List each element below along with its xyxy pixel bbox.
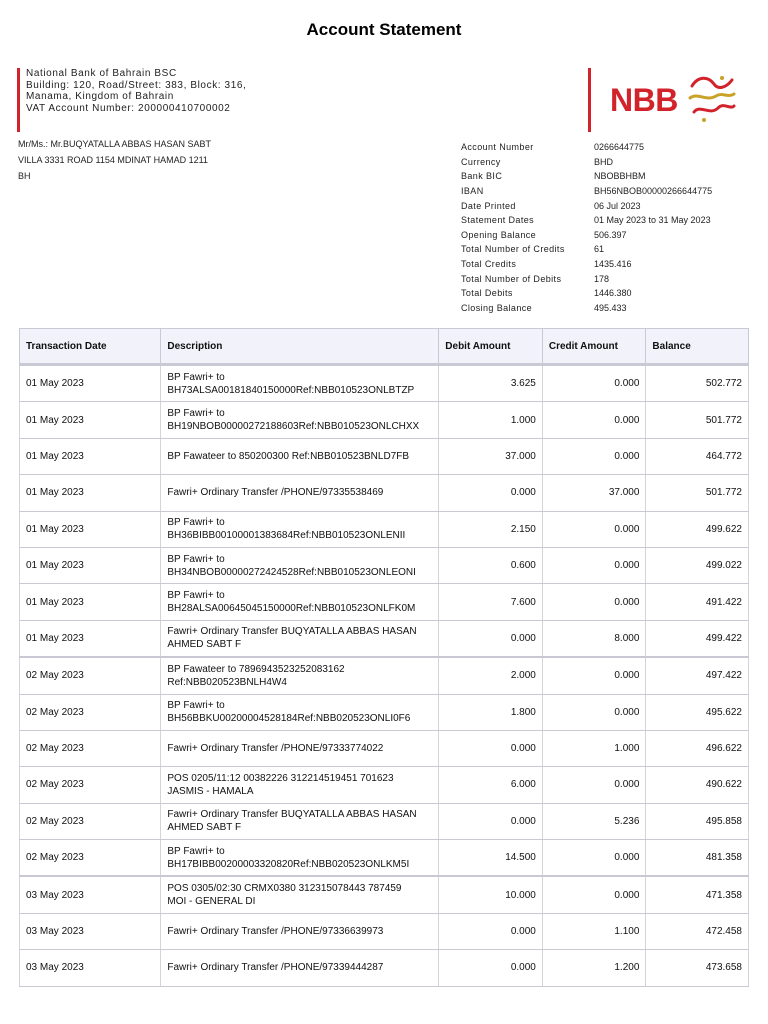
- cell-debit: 7.600: [439, 584, 543, 620]
- summary-row: [461, 213, 754, 228]
- cell-balance: 473.658: [646, 950, 749, 986]
- cell-credit: 5.236: [542, 803, 646, 839]
- summary-label: Account Number: [461, 142, 534, 153]
- cell-balance: 491.422: [646, 584, 749, 620]
- description-line: Fawri+ Ordinary Transfer BUQYATALLA ABBAS HASAN: [167, 626, 417, 638]
- column-header-balance: Balance: [646, 329, 749, 365]
- description-line: BH19NBOB00000272188603Ref:NBB010523ONLCHXX: [167, 421, 420, 433]
- cell-description: [161, 730, 439, 766]
- summary-row: [461, 184, 754, 199]
- cell-description: [161, 402, 439, 438]
- cell-credit: 0.000: [542, 876, 646, 913]
- summary-label: IBAN: [461, 186, 484, 197]
- cell-description: [161, 803, 439, 839]
- cell-description: [161, 694, 439, 730]
- cell-date: 03 May 2023: [20, 913, 161, 949]
- bank-vat-number: VAT Account Number: 200000410700002: [26, 102, 231, 114]
- cell-description: [161, 767, 439, 803]
- bank-address-block: [17, 68, 246, 132]
- summary-value: 178: [594, 273, 610, 284]
- summary-value: 61: [594, 244, 605, 255]
- description-line: BP Fawri+ to: [167, 408, 225, 420]
- table-row: [20, 840, 749, 877]
- summary-row: [461, 169, 754, 184]
- customer-country: BH: [18, 171, 31, 181]
- table-row: [20, 803, 749, 839]
- cell-date: 01 May 2023: [20, 438, 161, 474]
- summary-label: Total Debits: [461, 288, 513, 299]
- table-row: [20, 475, 749, 511]
- cell-date: 02 May 2023: [20, 840, 161, 877]
- bank-address-line: Building: 120, Road/Street: 383, Block: 316,: [26, 79, 247, 91]
- summary-label: Total Credits: [461, 259, 517, 270]
- table-row: [20, 620, 749, 657]
- cell-date: 02 May 2023: [20, 694, 161, 730]
- cell-date: 02 May 2023: [20, 803, 161, 839]
- cell-credit: 37.000: [542, 475, 646, 511]
- table-row: [20, 402, 749, 438]
- cell-debit: 37.000: [439, 438, 543, 474]
- cell-balance: 481.358: [646, 840, 749, 877]
- description-line: BP Fawri+ to: [167, 700, 225, 712]
- cell-date: 01 May 2023: [20, 620, 161, 657]
- description-line: AHMED SABT F: [167, 639, 242, 651]
- customer-name: Mr/Ms.: Mr.BUQYATALLA ABBAS HASAN SABT: [18, 139, 212, 149]
- cell-description: [161, 584, 439, 620]
- cell-balance: 499.422: [646, 620, 749, 657]
- cell-credit: 0.000: [542, 438, 646, 474]
- description-line: BP Fawri+ to: [167, 845, 225, 857]
- bank-address-line: Manama, Kingdom of Bahrain: [26, 91, 174, 102]
- column-header-description: Description: [161, 329, 439, 365]
- cell-debit: 14.500: [439, 840, 543, 877]
- cell-date: 01 May 2023: [20, 547, 161, 583]
- table-row: [20, 876, 749, 913]
- logo-accent-bar: [588, 68, 591, 132]
- cell-debit: 0.000: [439, 913, 543, 949]
- cell-balance: 490.622: [646, 767, 749, 803]
- cell-credit: 0.000: [542, 694, 646, 730]
- description-line: BP Fawateer to 850200300 Ref:NBB010523BNLD7FB: [167, 450, 410, 462]
- description-line: BH34NBOB00000272424528Ref:NBB010523ONLEONI: [167, 566, 416, 578]
- summary-value: NBOBBHBM: [594, 171, 646, 182]
- table-row: [20, 365, 749, 402]
- cell-balance: 497.422: [646, 657, 749, 694]
- cell-balance: 495.622: [646, 694, 749, 730]
- summary-label: Bank BIC: [461, 171, 503, 182]
- cell-credit: 0.000: [542, 402, 646, 438]
- description-line: BP Fawateer to 7896943523252083162: [167, 663, 345, 675]
- description-line: BP Fawri+ to: [167, 517, 225, 529]
- summary-row: [461, 242, 754, 257]
- transactions-table: [19, 328, 749, 987]
- cell-description: [161, 876, 439, 913]
- description-line: BH36BIBB00100001383684Ref:NBB010523ONLENII: [167, 530, 406, 542]
- description-line: BH73ALSA00181840150000Ref:NBB010523ONLBTZP: [167, 384, 415, 396]
- description-line: BH28ALSA00645045150000Ref:NBB010523ONLFK0M: [167, 603, 416, 615]
- summary-label: Opening Balance: [461, 229, 537, 240]
- cell-debit: 2.000: [439, 657, 543, 694]
- summary-value: 495.433: [594, 302, 627, 313]
- cell-date: 02 May 2023: [20, 767, 161, 803]
- description-line: MOI - GENERAL DI: [167, 896, 256, 908]
- cell-balance: 502.772: [646, 365, 749, 402]
- summary-value: BHD: [594, 156, 614, 167]
- table-row: [20, 547, 749, 583]
- cell-date: 01 May 2023: [20, 511, 161, 547]
- cell-date: 02 May 2023: [20, 657, 161, 694]
- summary-row: [461, 228, 754, 243]
- table-row: [20, 913, 749, 949]
- cell-credit: 0.000: [542, 767, 646, 803]
- summary-value: 506.397: [594, 229, 627, 240]
- summary-row: [461, 286, 754, 301]
- description-line: Ref:NBB020523BNLH4W4: [167, 676, 287, 688]
- summary-value: 01 May 2023 to 31 May 2023: [594, 215, 711, 226]
- cell-date: 03 May 2023: [20, 950, 161, 986]
- cell-description: [161, 438, 439, 474]
- cell-debit: 2.150: [439, 511, 543, 547]
- table-row: [20, 767, 749, 803]
- table-row: [20, 657, 749, 694]
- cell-balance: 496.622: [646, 730, 749, 766]
- description-line: POS 0305/02:30 CRMX0380 312315078443 787459: [167, 883, 402, 895]
- summary-value: BH56NBOB00000266644775: [594, 186, 713, 197]
- cell-credit: 0.000: [542, 840, 646, 877]
- nbb-logo: [588, 68, 748, 132]
- cell-debit: 0.000: [439, 803, 543, 839]
- bank-name: National Bank of Bahrain BSC: [26, 68, 177, 79]
- customer-address-line: VILLA 3331 ROAD 1154 MDINAT HAMAD 1211: [18, 155, 208, 165]
- cell-balance: 472.458: [646, 913, 749, 949]
- cell-balance: 464.772: [646, 438, 749, 474]
- cell-balance: 495.858: [646, 803, 749, 839]
- summary-label: Date Printed: [461, 200, 516, 211]
- description-line: BH56BBKU00200004528184Ref:NBB020523ONLI0F6: [167, 713, 411, 725]
- column-header-debit: Debit Amount: [439, 329, 543, 365]
- table-row: [20, 584, 749, 620]
- cell-debit: 6.000: [439, 767, 543, 803]
- cell-debit: 3.625: [439, 365, 543, 402]
- cell-description: [161, 913, 439, 949]
- cell-debit: 1.800: [439, 694, 543, 730]
- summary-row: [461, 155, 754, 170]
- table-row: [20, 511, 749, 547]
- cell-balance: 471.358: [646, 876, 749, 913]
- summary-label: Statement Dates: [461, 215, 535, 226]
- cell-date: 01 May 2023: [20, 365, 161, 402]
- cell-credit: 8.000: [542, 620, 646, 657]
- description-line: Fawri+ Ordinary Transfer BUQYATALLA ABBAS HASAN: [167, 809, 417, 821]
- cell-balance: 499.022: [646, 547, 749, 583]
- summary-row: [461, 271, 754, 286]
- cell-description: [161, 475, 439, 511]
- summary-row: [461, 257, 754, 272]
- cell-description: [161, 511, 439, 547]
- column-header-date: Transaction Date: [20, 329, 161, 365]
- cell-date: 01 May 2023: [20, 402, 161, 438]
- cell-credit: 1.100: [542, 913, 646, 949]
- description-line: Fawri+ Ordinary Transfer /PHONE/97333774022: [167, 743, 384, 755]
- cell-credit: 1.200: [542, 950, 646, 986]
- cell-credit: 0.000: [542, 365, 646, 402]
- description-line: Fawri+ Ordinary Transfer /PHONE/97336639973: [167, 926, 384, 938]
- page-title: Account Statement: [306, 20, 462, 39]
- cell-debit: 0.000: [439, 950, 543, 986]
- description-line: Fawri+ Ordinary Transfer /PHONE/97339444287: [167, 962, 384, 974]
- description-line: JASMIS - HAMALA: [167, 785, 254, 797]
- logo-wordmark: NBB: [610, 82, 678, 118]
- summary-label: Currency: [461, 156, 501, 167]
- summary-value: 1446.380: [594, 288, 632, 299]
- table-row: [20, 694, 749, 730]
- description-line: BP Fawri+ to: [167, 371, 225, 383]
- cell-balance: 501.772: [646, 402, 749, 438]
- customer-address-block: [18, 136, 211, 184]
- summary-value: 1435.416: [594, 259, 632, 270]
- cell-description: [161, 950, 439, 986]
- description-line: POS 0205/11:12 00382226 312214519451 701623: [167, 772, 394, 784]
- table-row: [20, 438, 749, 474]
- cell-description: [161, 620, 439, 657]
- cell-credit: 0.000: [542, 657, 646, 694]
- description-line: BH17BIBB00200003320820Ref:NBB020523ONLKM5I: [167, 858, 410, 870]
- summary-row: [461, 301, 754, 316]
- description-line: Fawri+ Ordinary Transfer /PHONE/97335538469: [167, 487, 384, 499]
- cell-credit: 0.000: [542, 511, 646, 547]
- cell-date: 01 May 2023: [20, 475, 161, 511]
- cell-description: [161, 840, 439, 877]
- cell-debit: 0.000: [439, 730, 543, 766]
- account-summary: [461, 140, 754, 315]
- cell-credit: 0.000: [542, 584, 646, 620]
- cell-date: 03 May 2023: [20, 876, 161, 913]
- cell-debit: 0.600: [439, 547, 543, 583]
- cell-date: 01 May 2023: [20, 584, 161, 620]
- column-header-credit: Credit Amount: [542, 329, 646, 365]
- table-row: [20, 950, 749, 986]
- cell-credit: 1.000: [542, 730, 646, 766]
- cell-debit: 0.000: [439, 620, 543, 657]
- description-line: AHMED SABT F: [167, 822, 242, 834]
- summary-row: [461, 198, 754, 213]
- cell-debit: 0.000: [439, 475, 543, 511]
- summary-label: Closing Balance: [461, 302, 533, 313]
- summary-label: Total Number of Debits: [461, 273, 562, 284]
- table-header-row: [20, 329, 749, 365]
- cell-credit: 0.000: [542, 547, 646, 583]
- cell-debit: 10.000: [439, 876, 543, 913]
- cell-description: [161, 547, 439, 583]
- summary-label: Total Number of Credits: [461, 244, 565, 255]
- cell-debit: 1.000: [439, 402, 543, 438]
- cell-description: [161, 365, 439, 402]
- cell-date: 02 May 2023: [20, 730, 161, 766]
- description-line: BP Fawri+ to: [167, 590, 225, 602]
- cell-description: [161, 657, 439, 694]
- cell-balance: 499.622: [646, 511, 749, 547]
- description-line: BP Fawri+ to: [167, 553, 225, 565]
- summary-row: [461, 140, 754, 155]
- summary-value: 06 Jul 2023: [594, 200, 641, 211]
- table-row: [20, 730, 749, 766]
- arabic-calligraphy-logo-icon: [686, 72, 738, 126]
- cell-balance: 501.772: [646, 475, 749, 511]
- summary-value: 0266644775: [594, 142, 645, 153]
